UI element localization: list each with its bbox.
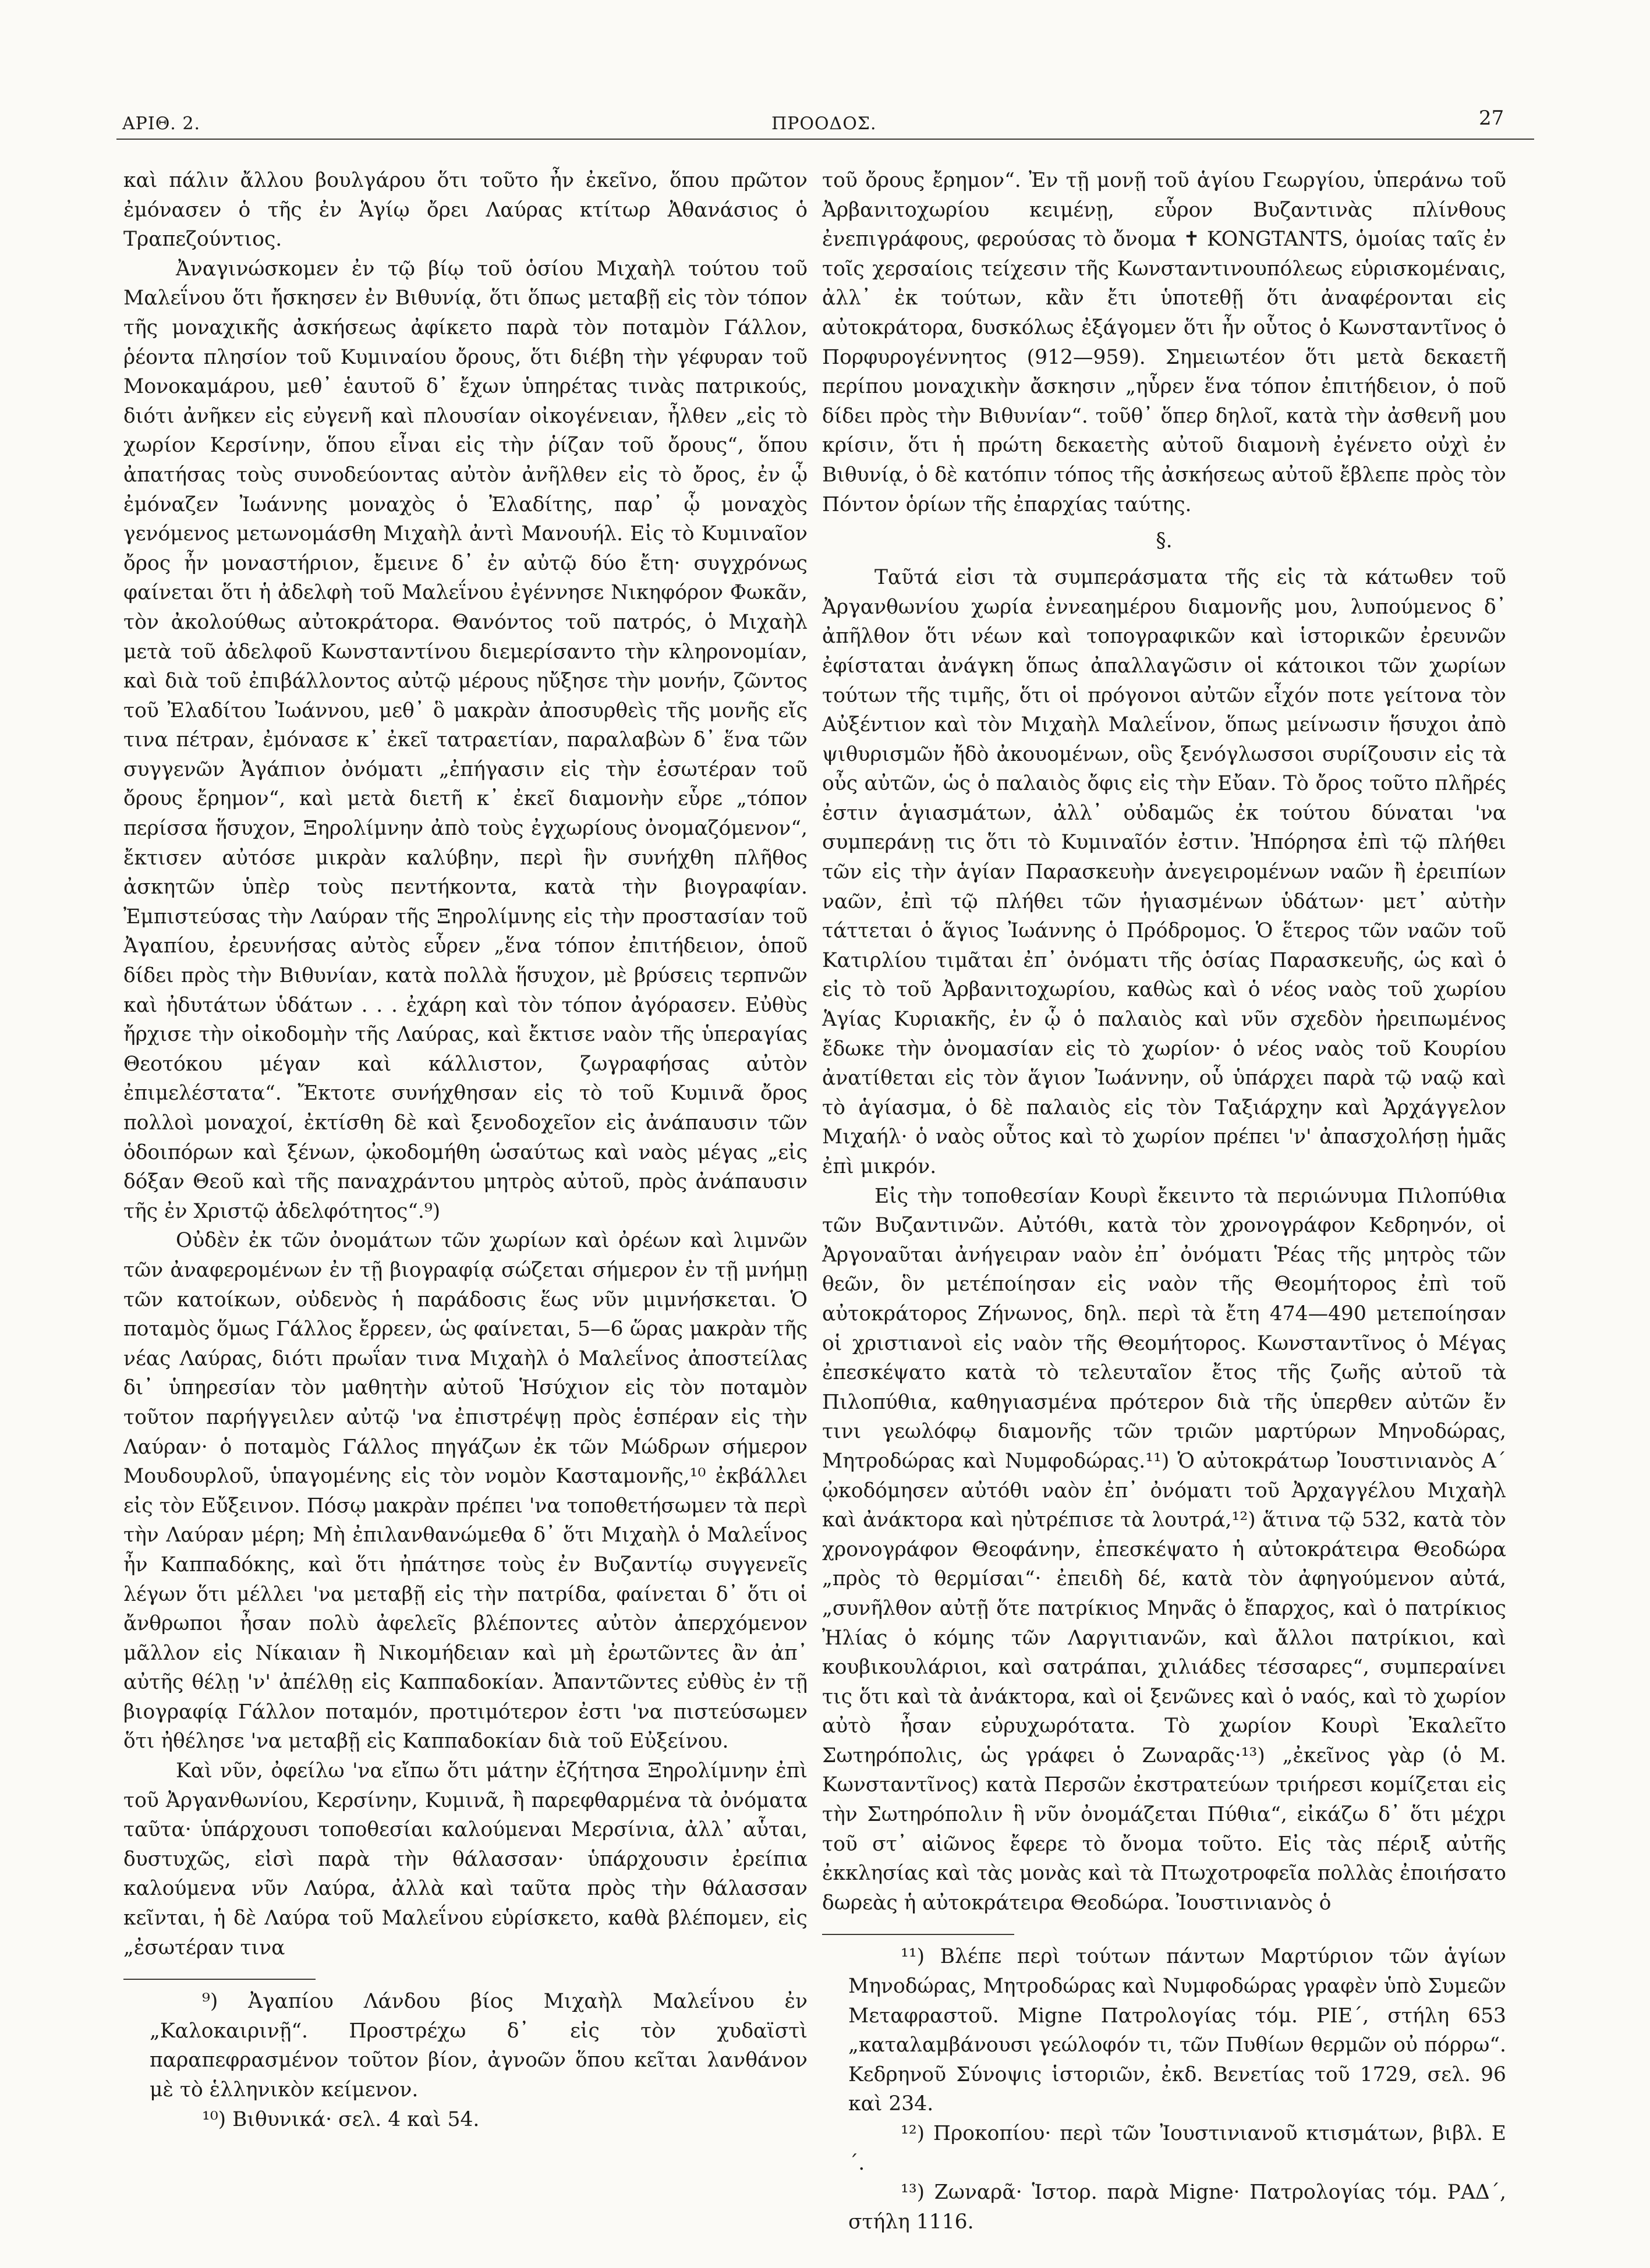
right-paragraph-1: τοῦ ὄρους ἔρημον“. Ἐν τῇ μονῇ τοῦ ἁγίου Γεωργίου, ὑπεράνω τοῦ Ἀρβανιτοχωρίου κειμένῃ, εὗρον Βυζαντινὰς πλίνθους ἐνεπιγράφους, φερούσας τὸ ὄνομα ✝ KONGTANTS, ὁμοίας ταῖς ἐν τοῖς χερσαίοις τείχεσιν τῆς Κωνσταντινουπόλεως εὑρισκομέναις, ἀλλ᾽ ἐκ τούτων, κἂν ἔτι ὑποτεθῇ ὅτι ἀναφέρονται εἰς αὐτοκράτορα, δυσκόλως ἐξάγομεν ὅτι ἦν οὗτος ὁ Κωνσταντῖνος ὁ Πορφυρογέννητος (912—959). Σημειωτέον ὅτι μετὰ δεκαετῆ περίπου μοναχικὴν ἄσκησιν „ηὗρεν ἕνα τόπον ἐπιτήδειον, ὁ ποῦ δίδει πρὸς τὴν Βιθυνίαν“. τοῦθ᾽ ὅπερ δηλοῖ, κατὰ τὴν ἀσθενῆ μου κρίσιν, ὅτι ἡ πρώτη δεκαετὴς αὐτοῦ διαμονὴ ἐγένετο οὐχὶ ἐν Βιθυνίᾳ, ὁ δὲ κατόπιν τόπος τῆς ἀσκήσεως αὐτοῦ ἔβλεπε πρὸς τὸν Πόντον ὁρίων τῆς ἐπαρχίας ταύτης. — [822, 169, 1506, 516]
issue-number: ΑΡΙΘ. 2. — [122, 114, 200, 134]
header-rule — [116, 139, 1534, 140]
running-title: ΠΡΟΟΔΟΣ. — [771, 114, 877, 134]
right-paragraph-2: Ταῦτά εἰσι τὰ συμπεράσματα τῆς εἰς τὰ κάτωθεν τοῦ Ἀργανθωνίου χωρία ἐννεαημέρου διαμονῆς μου, λυπούμενος δ᾽ ἀπῆλθον ὅτι νέων καὶ τοπογραφικῶν καὶ ἱστορικῶν ἐρευνῶν ἐφίσταται ἀνάγκη ὅπως ἀπαλλαγῶσιν οἱ κάτοικοι τῶν χωρίων τούτων τῆς τιμῆς, ὅτι οἱ πρόγονοι αὐτῶν εἶχόν ποτε γείτονα τὸν Αὐξέντιον καὶ τὸν Μιχαὴλ Μαλεΐνον, ὅπως μείνωσιν ἥσυχοι ἀπὸ ψιθυρισμῶν ἤδὸ ἀκουομένων, οὓς ξενόγλωσσοι συρίζουσιν εἰς τὰ οὖς αὐτῶν, ὡς ὁ παλαιὸς ὄφις εἰς τὴν Εὔαν. Τὸ ὄρος τοῦτο πλῆρές ἐστιν ἁγιασμάτων, ἀλλ᾽ οὐδαμῶς ἐκ τούτου δύναται 'να συμπεράνῃ τις ὅτι τὸ Κυμιναῖόν ἐστιν. Ἠπόρησα ἐπὶ τῷ πλήθει τῶν εἰς τὴν ἁγίαν Παρασκευὴν ἀνεγειρομένων ναῶν ἢ ἐρειπίων ναῶν, ἐπὶ τῷ πλήθει τῶν ἡγιασμένων ὑδάτων· μετ᾽ αὐτὴν τάττεται ὁ ἅγιος Ἰωάννης ὁ Πρόδρομος. Ὁ ἕτερος τῶν ναῶν τοῦ Κατιρλίου τιμᾶται ἐπ᾽ ὀνόματι τῆς ὁσίας Παρασκευῆς, ὡς καὶ ὁ εἰς τὸ τοῦ Ἀρβανιτοχωρίου, καθὼς καὶ ὁ νέος ναὸς τοῦ χωρίου Ἁγίας Κυριακῆς, ἐν ᾧ ὁ παλαιὸς καὶ νῦν σχεδὸν ἠρειπωμένος ἔδωκε τὴν ὀνομασίαν εἰς τὸ χωρίον· ὁ νέος ναὸς τοῦ Κουρίου ἀνατίθεται εἰς τὸν ἅγιον Ἰωάννην, οὗ ὑπάρχει παρὰ τῷ ναῷ καὶ τὸ ἁγίασμα, ὁ δὲ παλαιὸς εἰς τὸν Ταξιάρχην καὶ Ἀρχάγγελον Μιχαήλ· ὁ ναὸς οὗτος καὶ τὸ χωρίον πρέπει 'ν' ἀπασχολήσῃ ἡμᾶς ἐπὶ μικρόν. — [822, 566, 1506, 1178]
left-paragraph-1: καὶ πάλιν ἄλλου βουλγάρου ὅτι τοῦτο ἦν ἐκεῖνο, ὅπου πρῶτον ἐμόνασεν ὁ τῆς ἐν Ἁγίῳ ὄρει Λαύρας κτίτωρ Ἀθανάσιος ὁ Τραπεζούντιος. — [123, 169, 808, 251]
right-column — [822, 166, 1506, 2237]
left-column — [123, 166, 808, 2134]
footnote-11: ¹¹) Βλέπε περὶ τούτων πάντων Μαρτύριον τῶν ἁγίων Μηνοδώρας, Μητροδώρας καὶ Νυμφοδώρας γραφὲν ὑπὸ Συμεῶν Μεταφραστοῦ. Migne Πατρολογίας τόμ. ΡΙΕ´, στήλη 653 „καταλαμβάνουσι γεώλοφόν τι, τῶν Πυθίων θερμῶν οὐ πόρρω“. Κεδρηνοῦ Σύνοψις ἱστοριῶν, ἐκδ. Βενετίας τοῦ 1729, σελ. 96 καὶ 234. — [848, 1945, 1506, 2116]
footnote-13: ¹³) Ζωναρᾶ· Ἱστορ. παρὰ Migne· Πατρολογίας τόμ. ΡΑΔ´, στήλη 1116. — [848, 2181, 1506, 2234]
left-paragraph-3: Οὐδὲν ἐκ τῶν ὀνομάτων τῶν χωρίων καὶ ὀρέων καὶ λιμνῶν τῶν ἀναφερομένων ἐν τῇ βιογραφίᾳ σώζεται σήμερον ἐν τῇ μνήμῃ τῶν κατοίκων, οὐδενὸς ἡ παράδοσις ἕως νῦν μιμνήσκεται. Ὁ ποταμὸς ὅμως Γάλλος ἔρρεεν, ὡς φαίνεται, 5—6 ὥρας μακρὰν τῆς νέας Λαύρας, διότι πρωΐαν τινα Μιχαὴλ ὁ Μαλεΐνος ἀποστείλας δι᾽ ὑπηρεσίαν τὸν μαθητὴν αὐτοῦ Ἡσύχιον εἰς τὸν ποταμὸν τοῦτον παρήγγειλεν αὐτῷ 'να ἐπιστρέψῃ πρὸς ἑσπέραν εἰς τὴν Λαύραν· ὁ ποταμὸς Γάλλος πηγάζων ἐκ τῶν Μώδρων σήμερον Μουδουρλοῦ, ὑπαγομένης εἰς τὸν νομὸν Κασταμονῆς,¹⁰ ἐκβάλλει εἰς τὸν Εὔξεινον. Πόσῳ μακρὰν πρέπει 'να τοποθετήσωμεν τὰ περὶ τὴν Λαύραν μέρη; Μὴ ἐπιλανθανώμεθα δ᾽ ὅτι Μιχαὴλ ὁ Μαλεΐνος ἦν Καππαδόκης, καὶ ὅτι ἠπάτησε τοὺς ἐν Βυζαντίῳ συγγενεῖς λέγων ὅτι μέλλει 'να μεταβῇ εἰς τὴν πατρίδα, φαίνεται δ᾽ ὅτι οἱ ἄνθρωποι ἦσαν πολὺ ἀφελεῖς βλέποντες αὐτὸν ἀπερχόμενον μᾶλλον εἰς Νίκαιαν ἢ Νικομήδειαν καὶ μὴ ἐρωτῶντες ἂν ἀπ᾽ αὐτῆς θέλῃ 'ν' ἀπέλθῃ εἰς Καππαδοκίαν. Ἀπαντῶντες εὐθὺς ἐν τῇ βιογραφίᾳ Γάλλον ποταμόν, προτιμότερον ἐστι 'να πιστεύσωμεν ὅτι ἠθέλησε 'να μεταβῇ εἰς Καππαδοκίαν διὰ τοῦ Εὐξείνου. — [123, 1229, 808, 1753]
right-paragraph-3: Εἰς τὴν τοποθεσίαν Κουρὶ ἔκειντο τὰ περιώνυμα Πιλοπύθια τῶν Βυζαντινῶν. Αὐτόθι, κατὰ τὸν χρονογράφον Κεδρηνόν, οἱ Ἀργοναῦται ἀνήγειραν ναὸν ἐπ᾽ ὀνόματι Ῥέας τῆς μητρὸς τῶν θεῶν, ὃν μετέποίησαν εἰς ναὸν τῆς Θεομήτορος ἐπὶ τοῦ αὐτοκράτορος Ζήνωνος, δηλ. περὶ τὰ ἔτη 474—490 μετεποίησαν οἱ χριστιανοὶ εἰς ναὸν τῆς Θεομήτορος. Κωνσταντῖνος ὁ Μέγας ἐπεσκέψατο κατὰ τὸ τελευταῖον ἔτος τῆς ζωῆς αὐτοῦ τὰ Πιλοπύθια, καθηγιασμένα πρότερον διὰ τῆς ὑπερθεν αὐτῶν ἔν τινι γεωλόφῳ διαμονῆς τῶν τριῶν μαρτύρων Μηνοδώρας, Μητροδώρας καὶ Νυμφοδώρας.¹¹) Ὁ αὐτοκράτωρ Ἰουστινιανὸς Α´ ᾠκοδόμησεν αὐτόθι ναὸν ἐπ᾽ ὀνόματι τοῦ Ἀρχαγγέλου Μιχαὴλ καὶ ἀνάκτορα καὶ ηὐτρέπισε τὰ λουτρά,¹²) ἅτινα τῷ 532, κατὰ τὸν χρονογράφον Θεοφάνην, ἐπεσκέψατο ἡ αὐτοκράτειρα Θεοδώρα „πρὸς τὸ θερμίσαι“· ἐπειδὴ δέ, κατὰ τὸν ἀφηγούμενον αὐτά, „συνῆλθον αὐτῇ ὅτε πατρίκιος Μηνᾶς ὁ ἔπαρχος, καὶ ὁ πατρίκιος Ἠλίας ὁ κόμης τῶν Λαργιτιανῶν, καὶ ἄλλοι πατρίκιοι, καὶ κουβικουλάριοι, καὶ σατράπαι, χιλιάδες τέσσαρες“, συμπεραίνει τις ὅτι καὶ τὰ ἀνάκτορα, καὶ οἱ ξενῶνες καὶ ὁ ναός, καὶ τὸ χωρίον αὐτὸ ἦσαν εὐρυχωρότατα. Τὸ χωρίον Κουρὶ Ἐκαλεῖτο Σωτηρόπολις, ὡς γράφει ὁ Ζωναρᾶς·¹³) „ἐκεῖνος γὰρ (ὁ Μ. Κωνσταντῖνος) κατὰ Περσῶν ἐκστρατεύων τριήρεσι κομίζεται εἰς τὴν Σωτηρόπολιν ἣ νῦν ὀνομάζεται Πύθια“, εἰκάζω δ᾽ ὅτι μέχρι τοῦ στ᾽ αἰῶνος ἔφερε τὸ ὄνομα τοῦτο. Εἰς τὰς πέριξ αὐτῆς ἐκκλησίας καὶ τὰς μονὰς καὶ τὰ Πτωχοτροφεῖα πολλὰς ἐποιήσατο δωρεὰς ἡ αὐτοκράτειρα Θεοδώρα. Ἰουστινιανὸς ὁ — [822, 1184, 1506, 1915]
footnote-10: ¹⁰) Βιθυνικά· σελ. 4 καὶ 54. — [202, 2107, 480, 2131]
footnote-9: ⁹) Ἀγαπίου Λάνδου βίος Μιχαὴλ Μαλεΐνου ἐν „Καλοκαιρινῇ“. Προστρέχω δ᾽ εἰς τὸν χυδαϊστὶ παραπεφρασμένον τοῦτον βίον, ἀγνοῶν ὅπου κεῖται λανθάνον μὲ τὸ ἑλληνικὸν κείμενον. — [150, 1990, 808, 2102]
page-number: 27 — [1479, 107, 1504, 130]
left-paragraph-2: Ἀναγινώσκομεν ἐν τῷ βίῳ τοῦ ὁσίου Μιχαὴλ τούτου τοῦ Μαλεΐνου ὅτι ἤσκησεν ἐν Βιθυνίᾳ, ὅτι ὅπως μεταβῇ εἰς τὸν τόπον τῆς μοναχικῆς ἀσκήσεως ἀφίκετο παρὰ τὸν ποταμὸν Γάλλον, ῥέοντα πλησίον τοῦ Κυμιναίου ὄρους, ὅτι διέβη τὴν γέφυραν τοῦ Μονοκαμάρου, μεθ᾽ ἑαυτοῦ δ᾽ ἔχων ὑπηρέτας τινὰς πατρικούς, διότι ἀνῆκεν εἰς εὐγενῆ καὶ πλουσίαν οἰκογένειαν, ἦλθεν „εἰς τὸ χωρίον Κερσίνην, ὅπου εἶναι εἰς τὴν ῥίζαν τοῦ ὄρους“, ὅπου ἀπατήσας τοὺς συνοδεύοντας αὐτὸν ἀνῆλθεν εἰς τὸ ὄρος, ἐν ᾧ ἐμόναζεν Ἰωάννης μοναχὸς ὁ Ἐλαδίτης, παρ᾽ ᾧ μοναχὸς γενόμενος μετωνομάσθη Μιχαὴλ ἀντὶ Μανουήλ. Εἰς τὸ Κυμιναῖον ὄρος ἦν μοναστήριον, ἔμεινε δ᾽ ἐν αὐτῷ δύο ἔτη· συγχρόνως φαίνεται ὅτι ἡ ἀδελφὴ τοῦ Μαλεΐνου ἐγέννησε Νικηφόρον Φωκᾶν, τὸν ἀκολούθως αὐτοκράτορα. Θανόντος τοῦ πατρός, ὁ Μιχαὴλ μετὰ τοῦ ἀδελφοῦ Κωνσταντίνου διεμερίσαντο τὴν κληρονομίαν, καὶ διὰ τοῦ ἐπιβάλλοντος αὐτῷ μέρους ηὔξησε τὴν μονήν, ζῶντος τοῦ Ἐλαδίτου Ἰωάννου, μεθ᾽ ὃ μακρὰν ἀποσυρθεὶς τῆς μονῆς εἴς τινα πέτραν, ἐμόνασε κ᾽ ἐκεῖ τατραετίαν, παραλαβὼν δ᾽ ἕνα τῶν συγγενῶν Ἀγάπιον ὀνόματι „ἐπήγασιν εἰς τὴν ἐσωτέραν τοῦ ὄρους ἔρημον“, καὶ μετὰ διετῆ κ᾽ ἐκεῖ διαμονὴν εὗρε „τόπον περίσσα ἥσυχον, Ξηρολίμνην ἀπὸ τοὺς ἐγχωρίους ὀνομαζόμενον“, ἔκτισεν αὐτόσε μικρὰν καλύβην, περὶ ἣν συνήχθη πλῆθος ἀσκητῶν ὑπὲρ τοὺς πεντήκοντα, κατὰ τὴν βιογραφίαν. Ἐμπιστεύσας τὴν Λαύραν τῆς Ξηρολίμνης εἰς τὴν προστασίαν τοῦ Ἀγαπίου, ἐρευνήσας αὐτὸς εὗρεν „ἕνα τόπον ἐπιτήδειον, ὁποῦ δίδει πρὸς τὴν Βιθυνίαν, κατὰ πολλὰ ἥσυχον, μὲ βρύσεις τερπνῶν καὶ ἠδυτάτων ὑδάτων . . . ἐχάρη καὶ τὸν τόπον ἀγόρασεν. Εὐθὺς ἤρχισε τὴν οἰκοδομὴν τῆς Λαύρας, καὶ ἔκτισε ναὸν τῆς ὑπεραγίας Θεοτόκου μέγαν καὶ κάλλιστον, ζωγραφήσας αὐτὸν ἐπιμελέστατα“. Ἔκτοτε συνήχθησαν εἰς τὸ τοῦ Κυμινᾶ ὄρος πολλοὶ μοναχοί, ἐκτίσθη δὲ καὶ ξενοδοχεῖον εἰς ἀνάπαυσιν τῶν ὁδοιπόρων καὶ ξένων, ᾠκοδομήθη ὡσαύτως καὶ ναὸς μέγας „εἰς δόξαν Θεοῦ καὶ τῆς παναχράντου μητρὸς αὐτοῦ, πρὸς ἀνάπαυσιν τῆς ἐν Χριστῷ ἀδελφότητος“.⁹) — [123, 257, 808, 1223]
left-paragraph-4: Καὶ νῦν, ὀφείλω 'να εἴπω ὅτι μάτην ἐζήτησα Ξηρολίμνην ἐπὶ τοῦ Ἀργανθωνίου, Κερσίνην, Κυμινᾶ, ἢ παρεφθαρμένα τὰ ὀνόματα ταῦτα· ὑπάρχουσι τοποθεσίαι καλούμεναι Μερσίνια, ἀλλ᾽ αὗται, δυστυχῶς, εἰσὶ παρὰ τὴν θάλασσαν· ὑπάρχουσιν ἐρείπια καλούμενα νῦν Λαύρα, ἀλλὰ καὶ ταῦτα πρὸς τὴν θάλασσαν κεῖνται, ἡ δὲ Λαύρα τοῦ Μαλεΐνου εὑρίσκετο, καθὰ βλέπομεν, εἰς „ἐσωτέραν τινα — [123, 1759, 808, 1959]
section-mark: §. — [1156, 529, 1173, 553]
footnote-12: ¹²) Προκοπίου· περὶ τῶν Ἰουστινιανοῦ κτισμάτων, βιβλ. Ε´. — [848, 2122, 1506, 2175]
